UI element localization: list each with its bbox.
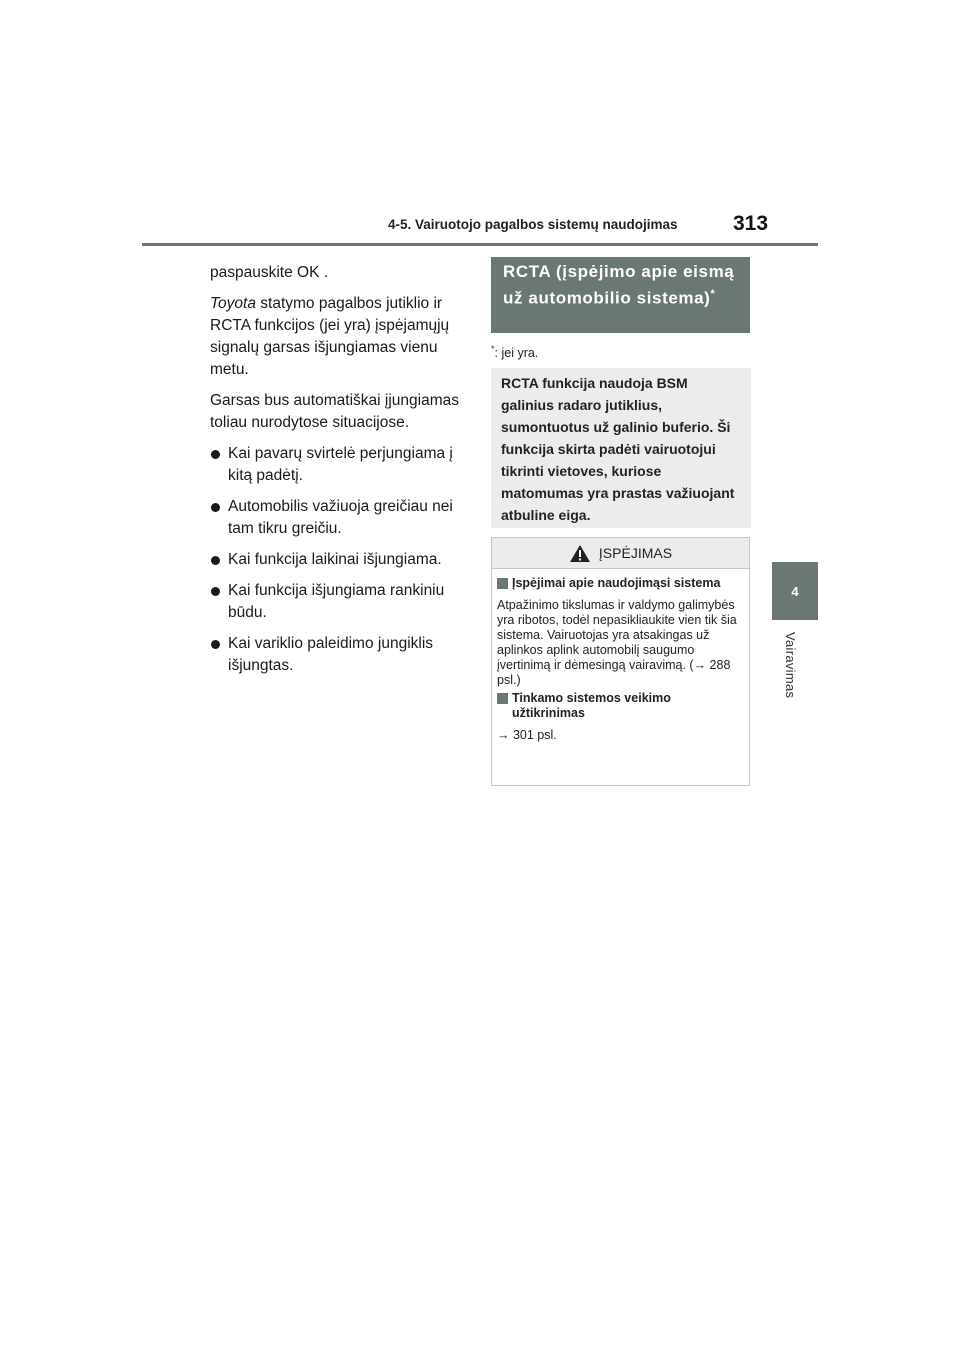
- square-bullet-icon: [497, 693, 508, 704]
- chapter-label: Vairavimas: [783, 632, 798, 699]
- condition-list: [210, 443, 468, 677]
- warning-box: [491, 537, 750, 786]
- bullet-icon: [211, 587, 220, 596]
- list-item: Kai funkcija laikinai išjungiama.: [210, 549, 468, 571]
- page-reference: → 301 psl.: [497, 728, 557, 742]
- header-rule: [142, 243, 818, 246]
- footnote-marker: *: [710, 288, 716, 300]
- list-item: Kai funkcija išjungiama rankiniu būdu.: [210, 580, 468, 624]
- paragraph-2-text: statymo pagalbos jutiklio ir RCTA funkcijos (jei yra) įspėjamųjų signalų garsas išjungiamas vienu metu.: [210, 295, 450, 378]
- list-item: Automobilis važiuoja greičiau nei tam tikru greičiu.: [210, 496, 468, 540]
- brand-name: Toyota: [210, 295, 256, 312]
- list-item: Kai pavarų svirtelė perjungiama į kitą padėtį.: [210, 443, 468, 487]
- warning-header: [492, 538, 749, 569]
- bullet-icon: [211, 450, 220, 459]
- bullet-icon: [211, 503, 220, 512]
- warning-body: [492, 569, 749, 743]
- warning-title: ĮSPĖJIMAS: [598, 545, 673, 561]
- list-item: Kai variklio paleidimo jungiklis išjungtas.: [210, 633, 468, 677]
- summary-box: RCTA funkcija naudoja BSM galinius radaro jutiklius, sumontuotus už galinio buferio. Ši funkcija skirta padėti vairuotojui tikrinti vietoves, kuriose matomumas yra prastas važiuojant atbuline eiga.: [491, 368, 751, 528]
- paragraph-3: Garsas bus automatiškai įjungiamas toliau nurodytose situacijose.: [210, 392, 459, 431]
- chapter-tab: 4: [772, 562, 818, 620]
- page-number: 313: [733, 212, 769, 235]
- paragraph-1: paspauskite OK .: [210, 264, 329, 281]
- square-bullet-icon: [497, 578, 508, 589]
- rcta-section-header: RCTA (įspėjimo apie eismą už automobilio sistema)*: [491, 257, 750, 333]
- left-column: [210, 262, 468, 686]
- bullet-icon: [211, 640, 220, 649]
- footnote: *: jei yra.: [491, 344, 539, 361]
- warning-triangle-icon: [569, 544, 591, 563]
- bullet-icon: [211, 556, 220, 565]
- warning-text: Atpažinimo tikslumas ir valdymo galimybės yra ribotos, todėl nepasikliaukite vien tik šia sistema. Vairuotojas yra atsakingas už aplinkos aplink automobilį saugumo įvertinimą ir dėmesingą vairavimą. (→ 288 psl.): [497, 598, 737, 687]
- warning-subheading: Tinkamo sistemos veikimo užtikrinimas: [497, 691, 744, 721]
- section-title: 4-5. Vairuotojo pagalbos sistemų naudojimas: [388, 217, 678, 232]
- paragraph-2: [210, 293, 468, 381]
- warning-subheading: Įspėjimai apie naudojimąsi sistema: [497, 576, 744, 591]
